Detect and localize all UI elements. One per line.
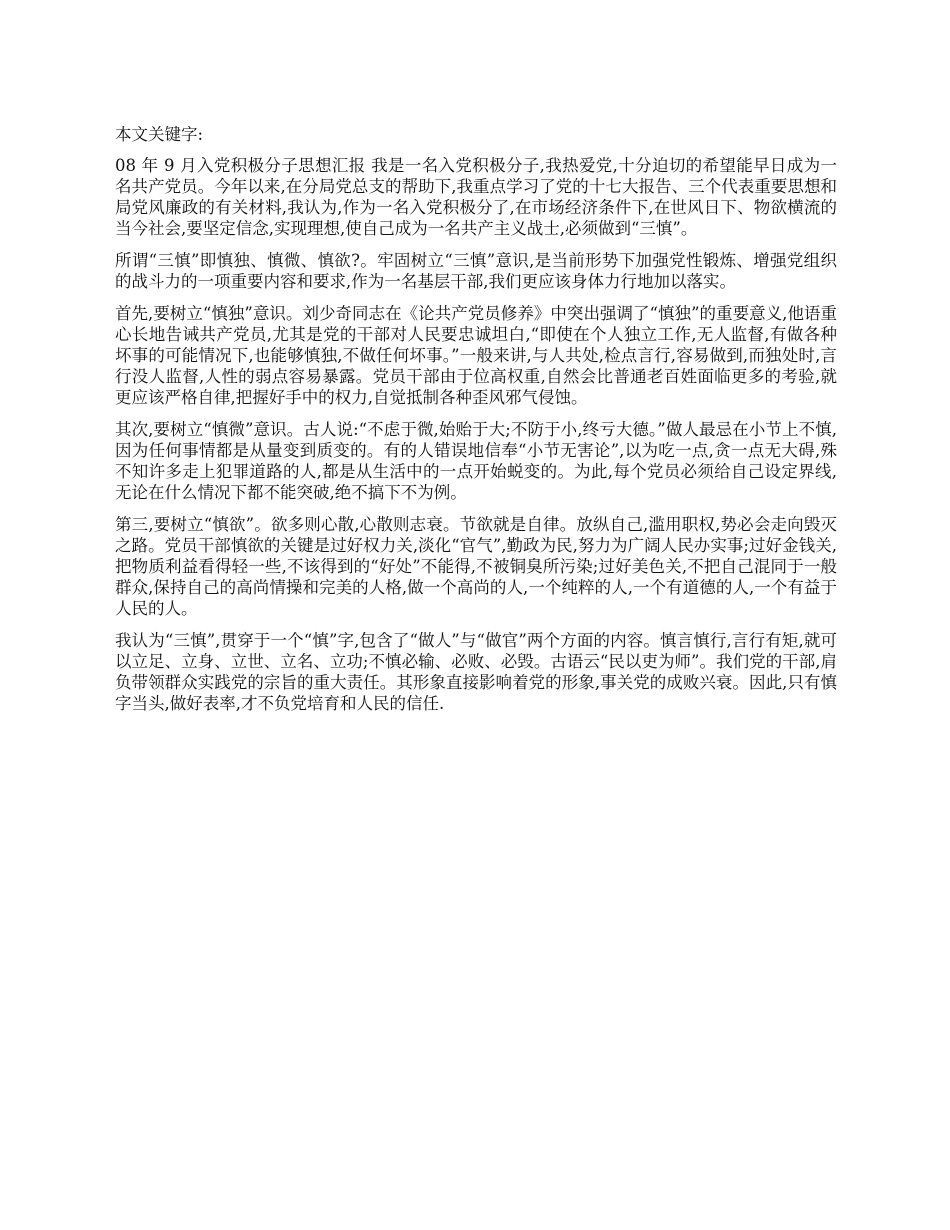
keywords-label: 本文关键字: — [115, 125, 204, 144]
paragraph-definition: 所谓“三慎”即慎独、慎微、慎欲?。牢固树立“三慎”意识,是当前形势下加强党性锻炼、增强党组织的战斗力的一项重要内容和要求,作为一名基层干部,我们更应该身体力行地加以落实。 — [115, 251, 837, 291]
paragraph-intro: 08 年 9 月入党积极分子思想汇报 我是一名入党积极分子,我热爱党,十分迫切的希望能早日成为一名共产党员。今年以来,在分局党总支的帮助下,我重点学习了党的十七大报告、三个代表重要思想和局党风廉政的有关材料,我认为,作为一名入党积极分了,在市场经济条件下,在世风日下、物欲横流的当今社会,要坚定信念,实现理想,使自己成为一名共产主义战士,必须做到“三慎”。 — [115, 156, 837, 238]
document-page — [115, 124, 837, 725]
paragraph-shendu: 首先,要树立“慎独”意识。刘少奇同志在《论共产党员修养》中突出强调了“慎独”的重要意义,他语重心长地告诫共产党员,尤其是党的干部对人民要忠诚坦白,“即使在个人独立工作,无人监督,有做各种坏事的可能情况下,也能够慎独,不做任何坏事。”一般来讲,与人共处,检点言行,容易做到,而独处时,言行没人监督,人性的弱点容易暴露。党员干部由于位高权重,自然会比普通老百姓面临更多的考验,就更应该严格自律,把握好手中的权力,自觉抵制各种歪风邪气侵蚀。 — [115, 304, 837, 407]
paragraph-shenyu: 第三,要树立“慎欲”。欲多则心散,心散则志衰。节欲就是自律。放纵自己,滥用职权,势必会走向毁灭之路。党员干部慎欲的关键是过好权力关,淡化“官气”,勤政为民,努力为广阔人民办实事;过好金钱关,把物质利益看得轻一些,不该得到的“好处”不能得,不被铜臭所污染;过好美色关,不把自己混同于一般群众,保持自己的高尚情操和完美的人格,做一个高尚的人,一个纯粹的人,一个有道德的人,一个有益于人民的人。 — [115, 515, 837, 618]
paragraph-conclusion: 我认为“三慎”,贯穿于一个“慎”字,包含了“做人”与“做官”两个方面的内容。慎言慎行,言行有矩,就可以立足、立身、立世、立名、立功;不慎必输、必败、必毁。古语云“民以吏为师”。我们党的干部,肩负带领群众实践党的宗旨的重大责任。其形象直接影响着党的形象,事关党的成败兴衰。因此,只有慎字当头,做好表率,才不负党培育和人民的信任. — [115, 631, 837, 713]
paragraph-shenwei: 其次,要树立“慎微”意识。古人说:“不虑于微,始贻于大;不防于小,终亏大德。”做人最忌在小节上不慎,因为任何事情都是从量变到质变的。有的人错误地信奉“小节无害论”,以为吃一点,贪一点无大碍,殊不知许多走上犯罪道路的人,都是从生活中的一点开始蜕变的。为此,每个党员必须给自己设定界线,无论在什么情况下都不能突破,绝不搞下不为例。 — [115, 420, 837, 502]
